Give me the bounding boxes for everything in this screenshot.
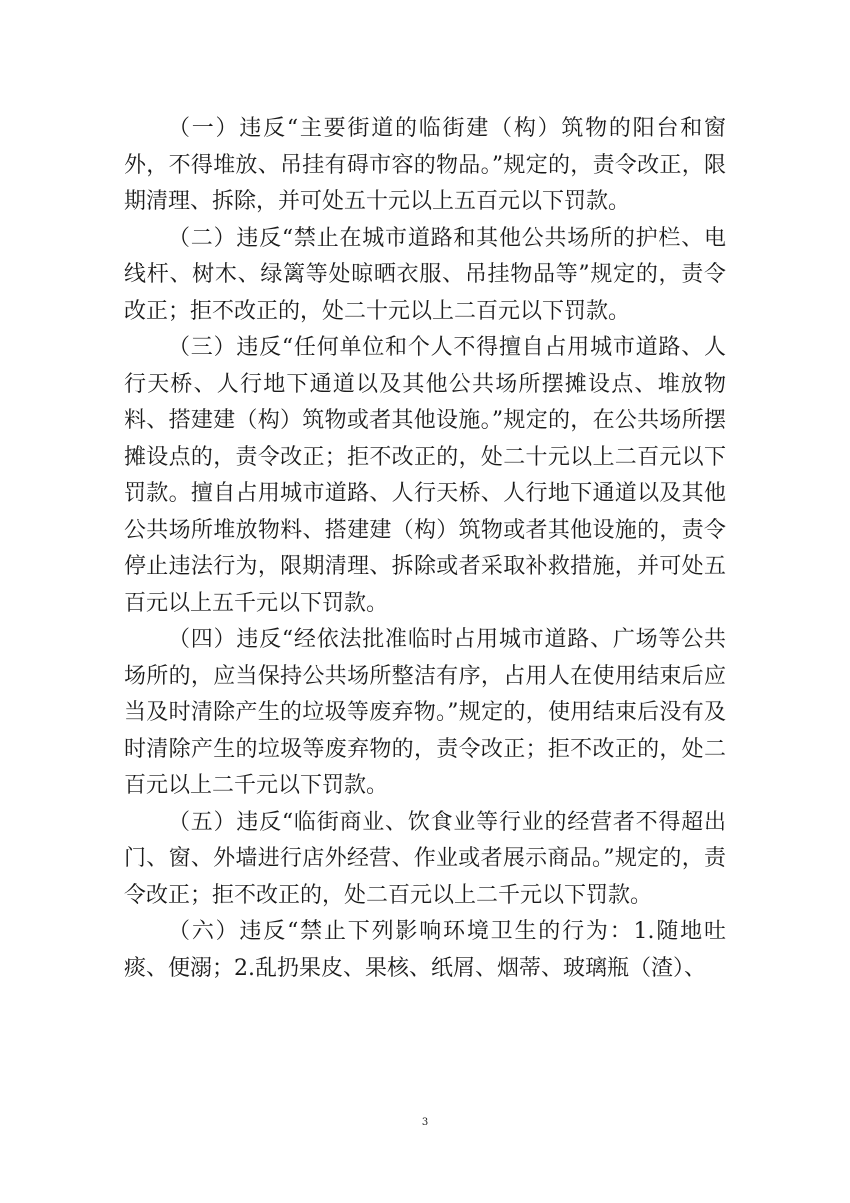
paragraph-item-4: （四）违反“经依法批准临时占用城市道路、广场等公共场所的，应当保持公共场所整洁有序，占用人在使用结束后应当及时清除产生的垃圾等废弃物。”规定的，使用结束后没有及时清除产生的垃圾等废弃物的，责令改正；拒不改正的，处二百元以上二千元以下罚款。 bbox=[124, 627, 726, 798]
paragraph-item-6: （六）违反“禁止下列影响环境卫生的行为：1.随地吐痰、便溺；2.乱扔果皮、果核、纸屑、烟蒂、玻璃瓶（渣）、 bbox=[124, 919, 726, 981]
paragraph-item-3: （三）违反“任何单位和个人不得擅自占用城市道路、人行天桥、人行地下通道以及其他公共场所摆摊设点、堆放物料、搭建建（构）筑物或者其他设施。”规定的，在公共场所摆摊设点的，责令改正；拒不改正的，处二十元以上二百元以下罚款。擅自占用城市道路、人行天桥、人行地下通道以及其他公共场所堆放物料、搭建建（构）筑物或者其他设施的，责令停止违法行为，限期清理、拆除或者采取补救措施，并可处五百元以上五千元以下罚款。 bbox=[124, 335, 726, 616]
paragraph-item-2: （二）违反“禁止在城市道路和其他公共场所的护栏、电线杆、树木、绿篱等处晾晒衣服、吊挂物品等”规定的，责令改正；拒不改正的，处二十元以上二百元以下罚款。 bbox=[124, 225, 726, 324]
paragraph-item-5: （五）违反“临街商业、饮食业等行业的经营者不得超出门、窗、外墙进行店外经营、作业或者展示商品。”规定的，责令改正；拒不改正的，处二百元以上二千元以下罚款。 bbox=[124, 809, 726, 908]
document-body bbox=[124, 111, 726, 987]
page-number: 3 bbox=[421, 1117, 429, 1128]
paragraph-item-1: （一）违反“主要街道的临街建（构）筑物的阳台和窗外，不得堆放、吊挂有碍市容的物品。”规定的，责令改正，限期清理、拆除，并可处五十元以上五百元以下罚款。 bbox=[124, 116, 726, 214]
